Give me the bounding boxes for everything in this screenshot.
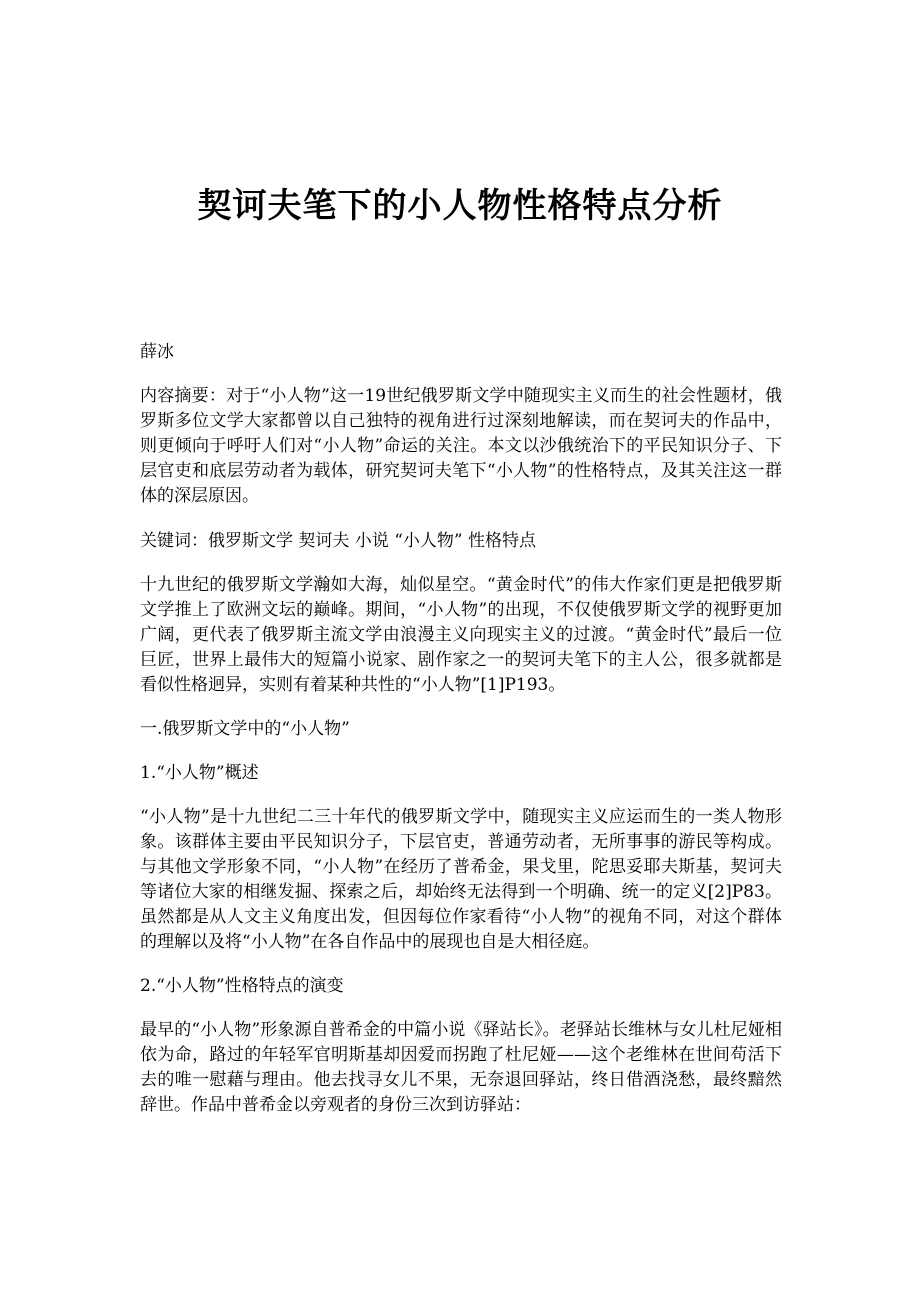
paper-body [140, 340, 782, 1118]
author-name: 薛冰 [140, 342, 174, 362]
section-heading-1: 一.俄罗斯文学中的“小人物” [140, 719, 350, 739]
abstract-paragraph: 内容摘要：对于“小人物”这一19世纪俄罗斯文学中随现实主义而生的社会性题材，俄罗斯多位文学大家都曾以自己独特的视角进行过深刻地解读，而在契诃夫的作品中，则更倾向于呼吁人们对“小人物”命运的关注。本文以沙俄统治下的平民知识分子、下层官吏和底层劳动者为载体，研究契诃夫笔下“小人物”的性格特点，及其关注这一群体的深层原因。 [140, 386, 782, 506]
intro-paragraph: 十九世纪的俄罗斯文学瀚如大海，灿似星空。“黄金时代”的伟大作家们更是把俄罗斯文学推上了欧洲文坛的巅峰。期间，“小人物”的出现，不仅使俄罗斯文学的视野更加广阔，更代表了俄罗斯主流文学由浪漫主义向现实主义的过渡。“黄金时代”最后一位巨匠，世界上最伟大的短篇小说家、剧作家之一的契诃夫笔下的主人公，很多就都是看似性格迥异，实则有着某种共性的“小人物”[1]P193。 [140, 575, 782, 695]
paper-title: 契诃夫笔下的小人物性格特点分析 [197, 186, 723, 226]
subsection-heading-1-1: 1.“小人物”概述 [140, 763, 259, 783]
evolution-paragraph: 最早的“小人物”形象源自普希金的中篇小说《驿站长》。老驿站长维林与女儿杜尼娅相依为命，路过的年轻军官明斯基却因爱而拐跑了杜尼娅——这个老维林在世间苟活下去的唯一慰藉与理由。他去找寻女儿不果，无奈退回驿站，终日借酒浇愁，最终黯然辞世。作品中普希金以旁观者的身份三次到访驿站： [140, 1020, 782, 1115]
keywords-line: 关键词：俄罗斯文学 契诃夫 小说 “小人物” 性格特点 [140, 531, 536, 551]
overview-paragraph: “小人物”是十九世纪二三十年代的俄罗斯文学中，随现实主义应运而生的一类人物形象。该群体主要由平民知识分子，下层官吏，普通劳动者，无所事事的游民等构成。与其他文学形象不同，“小人物”在经历了普希金，果戈里，陀思妥耶夫斯基，契诃夫等诸位大家的相继发掘、探索之后，却始终无法得到一个明确、统一的定义[2]P83。虽然都是从人文主义角度出发，但因每位作家看待“小人物”的视角不同，对这个群体的理解以及将“小人物”在各自作品中的展现也自是大相径庭。 [140, 807, 782, 952]
subsection-heading-1-2: 2.“小人物”性格特点的演变 [140, 976, 344, 996]
